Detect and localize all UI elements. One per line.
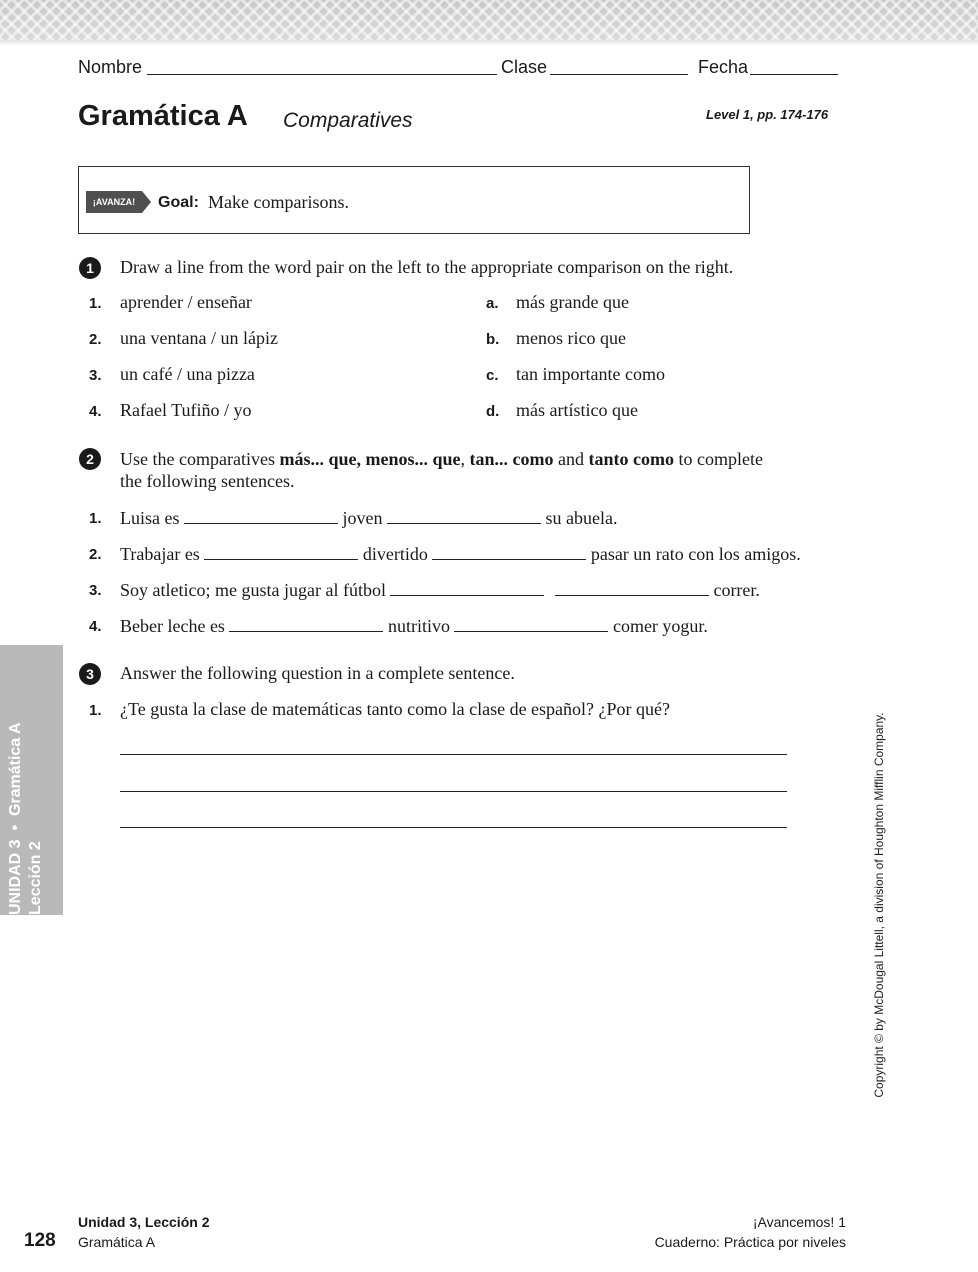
- page-title: Gramática A: [78, 100, 248, 132]
- s2-item-1-text-c: su abuela.: [545, 508, 618, 528]
- nombre-field[interactable]: [147, 74, 497, 75]
- s1-right-letter-d: d.: [486, 403, 500, 420]
- s1-right-item-c[interactable]: tan importante como: [516, 364, 665, 384]
- answer-line-3[interactable]: [120, 827, 787, 828]
- s2-item-3-blank-2[interactable]: [555, 579, 709, 596]
- answer-line-2[interactable]: [120, 791, 787, 792]
- s2-instr-part-2: ,: [460, 449, 470, 469]
- s2-item-4: [120, 615, 708, 637]
- s1-left-item-1[interactable]: aprender / enseñar: [120, 292, 252, 312]
- s2-item-2-blank-2[interactable]: [432, 543, 586, 560]
- s2-item-2-text-a: Trabajar es: [120, 544, 200, 564]
- clase-label: Clase: [501, 57, 548, 77]
- s2-item-4-text-a: Beber leche es: [120, 616, 225, 636]
- footer-book-title: ¡Avancemos! 1: [752, 1214, 846, 1230]
- s2-instr-part-3: and: [553, 449, 589, 469]
- s1-left-num-1: 1.: [89, 295, 102, 312]
- s1-right-item-a[interactable]: más grande que: [516, 292, 629, 312]
- page-subtitle: Comparatives: [283, 109, 413, 132]
- s3-question-num: 1.: [89, 702, 102, 719]
- copyright-notice: Copyright © by McDougal Littell, a division of Houghton Mifflin Company.: [872, 712, 886, 1098]
- s2-item-4-text-b: nutritivo: [387, 616, 450, 636]
- s2-item-4-blank-2[interactable]: [454, 615, 608, 632]
- footer-book-subtitle: Cuaderno: Práctica por niveles: [654, 1234, 846, 1250]
- s2-item-3-blank-1[interactable]: [390, 579, 544, 596]
- s1-left-num-4: 4.: [89, 403, 102, 420]
- side-tab-line-1: UNIDAD 3 • Gramática A: [7, 722, 24, 915]
- avanza-badge: ¡AVANZA!: [86, 191, 142, 213]
- s1-left-item-4[interactable]: Rafael Tufiño / yo: [120, 400, 252, 420]
- s2-item-2-text-b: divertido: [362, 544, 428, 564]
- s2-item-1-text-b: joven: [342, 508, 383, 528]
- clase-field[interactable]: [550, 74, 688, 75]
- s2-instr-bold-2: tan... como: [469, 449, 554, 469]
- s2-item-2-blank-1[interactable]: [204, 543, 358, 560]
- s2-item-3-text-c: correr.: [713, 580, 760, 600]
- s2-item-2: [120, 543, 801, 565]
- goal-text: Make comparisons.: [208, 192, 349, 212]
- side-tab-label: [6, 645, 56, 915]
- s2-item-3: [120, 579, 760, 601]
- section-2-instruction: [120, 449, 763, 470]
- s1-right-item-b[interactable]: menos rico que: [516, 328, 626, 348]
- section-2-number: 2: [79, 448, 101, 470]
- s2-item-num-3: 3.: [89, 582, 102, 599]
- answer-line-1[interactable]: [120, 754, 787, 755]
- s2-item-4-blank-1[interactable]: [229, 615, 383, 632]
- section-2-instruction-line-2: the following sentences.: [120, 471, 295, 491]
- fecha-label: Fecha: [698, 57, 749, 77]
- fecha-field[interactable]: [750, 74, 838, 75]
- section-1-number: 1: [79, 257, 101, 279]
- s2-instr-bold-1: más... que, menos... que: [279, 449, 461, 469]
- s2-item-1: [120, 507, 617, 529]
- s2-item-1-blank-1[interactable]: [184, 507, 338, 524]
- s2-item-4-text-c: comer yogur.: [612, 616, 708, 636]
- s1-left-item-2[interactable]: una ventana / un lápiz: [120, 328, 278, 348]
- s1-left-item-3[interactable]: un café / una pizza: [120, 364, 255, 384]
- s2-item-num-4: 4.: [89, 618, 102, 635]
- s2-item-num-1: 1.: [89, 510, 102, 527]
- s2-item-num-2: 2.: [89, 546, 102, 563]
- page-number: 128: [24, 1230, 56, 1251]
- s2-item-2-text-c: pasar un rato con los amigos.: [590, 544, 801, 564]
- avanza-arrow-icon: [142, 191, 151, 213]
- s1-right-letter-b: b.: [486, 331, 500, 348]
- s1-right-item-d[interactable]: más artístico que: [516, 400, 638, 420]
- s2-instr-part-4: to complete: [673, 449, 763, 469]
- s2-instr-bold-3: tanto como: [588, 449, 674, 469]
- section-3-number: 3: [79, 663, 101, 685]
- section-1-instruction: Draw a line from the word pair on the left to the appropriate comparison on the right.: [120, 257, 734, 277]
- section-3-instruction: Answer the following question in a complete sentence.: [120, 663, 515, 683]
- s1-left-num-2: 2.: [89, 331, 102, 348]
- s2-item-1-blank-2[interactable]: [387, 507, 541, 524]
- nombre-label: Nombre: [78, 57, 143, 77]
- footer-section: Gramática A: [78, 1234, 156, 1250]
- s2-instr-part-1: Use the comparatives: [120, 449, 280, 469]
- footer-unit: Unidad 3, Lección 2: [78, 1214, 210, 1230]
- goal-label: Goal:: [158, 194, 199, 211]
- s1-right-letter-c: c.: [486, 367, 499, 384]
- decorative-header-band: [0, 0, 978, 40]
- level-reference: Level 1, pp. 174-176: [706, 107, 829, 122]
- s1-left-num-3: 3.: [89, 367, 102, 384]
- s3-question: ¿Te gusta la clase de matemáticas tanto como la clase de español? ¿Por qué?: [120, 699, 671, 719]
- s2-item-1-text-a: Luisa es: [120, 508, 180, 528]
- side-tab-line-2: Lección 2: [27, 841, 44, 915]
- s1-right-letter-a: a.: [486, 295, 499, 312]
- s2-item-3-text-a: Soy atletico; me gusta jugar al fútbol: [120, 580, 386, 600]
- header-band-shadow: [0, 40, 978, 46]
